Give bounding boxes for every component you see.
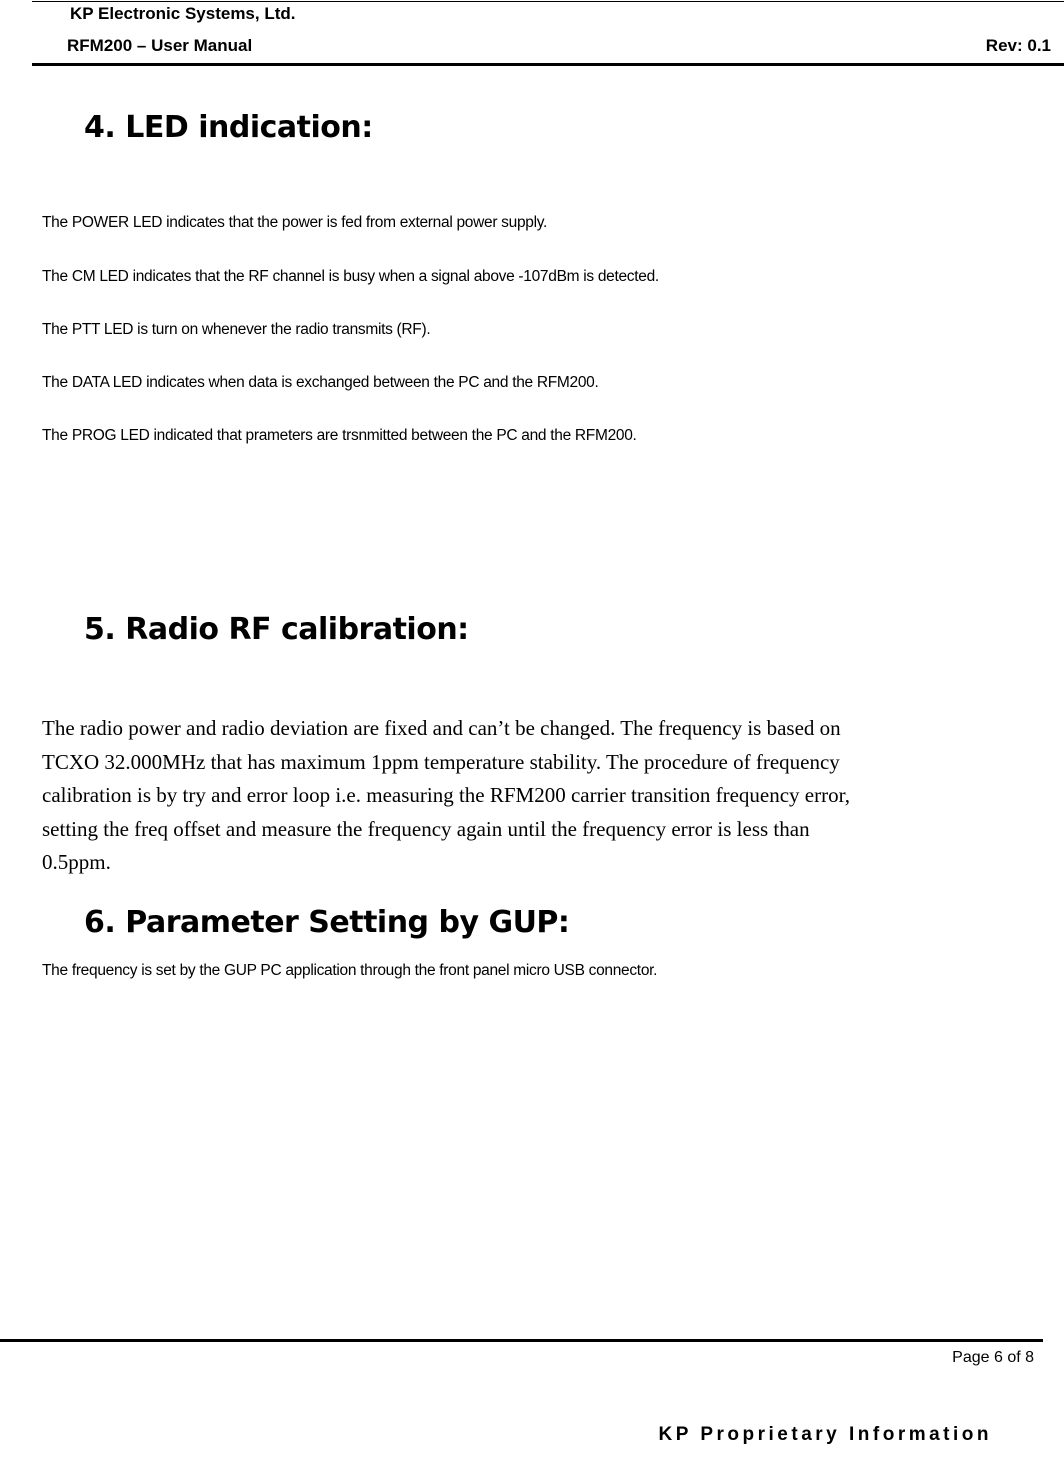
led-line-prog: The PROG LED indicated that prameters are trsnmitted between the PC and the RFM200.: [42, 427, 637, 444]
gup-text: The frequency is set by the GUP PC application through the front panel micro USB connector.: [42, 962, 658, 979]
paragraph-line: setting the freq offset and measure the frequency again until the frequency error is less than: [42, 816, 810, 841]
led-line-power: The POWER LED indicates that the power is fed from external power supply.: [42, 214, 548, 231]
proprietary-notice: KP Proprietary Information: [658, 1424, 992, 1445]
header-company: KP Electronic Systems, Ltd.: [70, 4, 296, 23]
section-6-number: 6.: [84, 905, 116, 940]
section-4-title: LED indication:: [125, 110, 373, 145]
section-5-heading: [84, 612, 469, 647]
header-revision: Rev: 0.1: [985, 36, 1051, 55]
section-4-heading: [84, 110, 373, 145]
section-6-title: Parameter Setting by GUP:: [125, 905, 570, 940]
header-top-rule: [32, 1, 1064, 2]
header-document-title: RFM200 – User Manual: [67, 36, 253, 55]
rf-calibration-paragraph: [42, 712, 1042, 880]
section-6-heading: [84, 905, 569, 940]
led-line-data: The DATA LED indicates when data is exchanged between the PC and the RFM200.: [42, 374, 599, 391]
paragraph-line: 0.5ppm.: [42, 850, 111, 874]
paragraph-line: The radio power and radio deviation are fixed and can’t be changed. The frequency is based on: [42, 716, 841, 740]
paragraph-line: TCXO 32.000MHz that has maximum 1ppm temperature stability. The procedure of frequency: [42, 749, 840, 774]
page-number: Page 6 of 8: [952, 1349, 1034, 1366]
section-5-title: Radio RF calibration:: [125, 612, 469, 647]
led-line-ptt: The PTT LED is turn on whenever the radio transmits (RF).: [42, 321, 431, 338]
led-line-cm: The CM LED indicates that the RF channel is busy when a signal above -107dBm is detected.: [42, 268, 659, 285]
paragraph-line: calibration is by try and error loop i.e. measuring the RFM200 carrier transition frequency error,: [42, 783, 850, 807]
section-4-number: 4.: [84, 110, 116, 145]
section-5-number: 5.: [84, 612, 116, 647]
footer-rule: [0, 1339, 1043, 1342]
header-rule: [32, 63, 1064, 66]
